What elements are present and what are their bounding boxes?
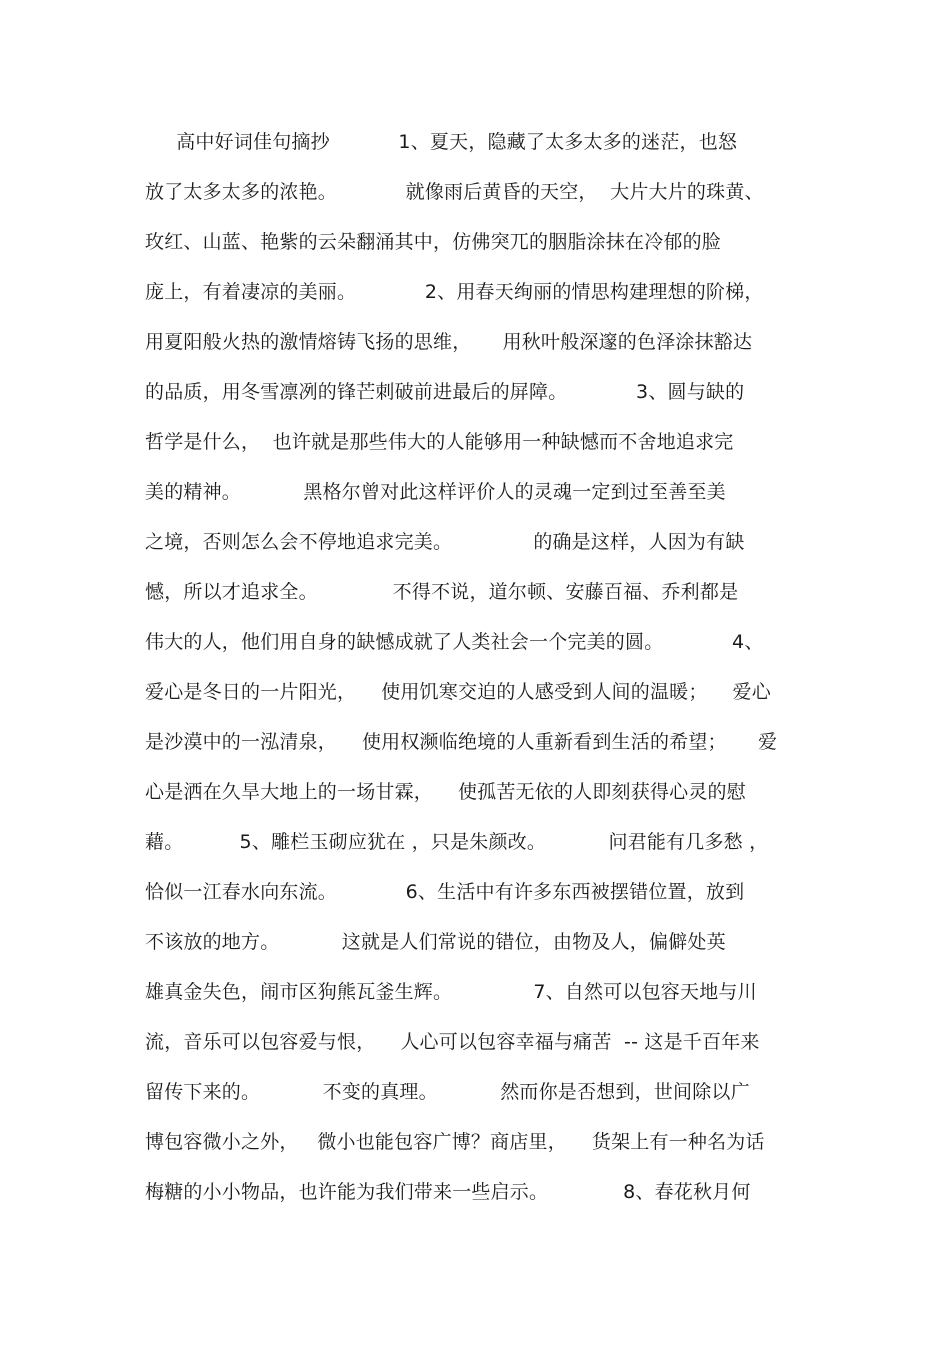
text-line: 博包容微小之外， 微小也能包容广博？商店里， 货架上有一种名为话	[145, 1131, 765, 1153]
text-line: 留传下来的。 不变的真理。 然而你是否想到，世间除以广	[145, 1081, 750, 1103]
text-line: 放了太多太多的浓艳。 就像雨后黄昏的天空， 大片大片的珠黄、	[145, 181, 764, 203]
text-line: 哲学是什么， 也许就是那些伟大的人能够用一种缺憾而不舍地追求完	[145, 431, 734, 453]
text-line: 爱心是冬日的一片阳光， 使用饥寒交迫的人感受到人间的温暖； 爱心	[145, 681, 771, 703]
text-line: 庞上，有着凄凉的美丽。 2、用春天绚丽的情思构建理想的阶梯，	[145, 281, 764, 303]
text-line: 心是洒在久旱大地上的一场甘霖， 使孤苦无依的人即刻获得心灵的慰	[145, 781, 746, 803]
text-line: 梅糖的小小物品，也许能为我们带来一些启示。 8、春花秋月何	[145, 1181, 751, 1203]
text-line: 憾，所以才追求全。 不得不说，道尔顿、安藤百福、乔利都是	[145, 581, 739, 603]
body-text	[145, 117, 815, 1217]
text-line: 美的精神。 黑格尔曾对此这样评价人的灵魂一定到过至善至美	[145, 481, 726, 503]
text-line: 之境，否则怎么会不停地追求完美。 的确是这样，人因为有缺	[145, 531, 745, 553]
text-line: 伟大的人，他们用自身的缺憾成就了人类社会一个完美的圆。 4、	[145, 631, 764, 653]
text-line: 的品质，用冬雪凛冽的锋芒刺破前进最后的屏障。 3、圆与缺的	[145, 381, 745, 403]
text-line: 藉。 5、雕栏玉砌应犹在 ，只是朱颜改。 问君能有几多愁 ，	[145, 831, 769, 853]
text-line: 雄真金失色，闹市区狗熊瓦釜生辉。 7、自然可以包容天地与川	[145, 981, 757, 1003]
text-line: 恰似一江春水向东流。 6、生活中有许多东西被摆错位置，放到	[145, 881, 745, 903]
text-line: 用夏阳般火热的激情熔铸飞扬的思维， 用秋叶般深邃的色泽涂抹豁达	[145, 331, 753, 353]
text-line: 高中好词佳句摘抄 1、夏天，隐藏了太多太多的迷茫，也怒	[145, 131, 738, 153]
text-line: 玫红、山蓝、艳紫的云朵翻涌其中，仿佛突兀的胭脂涂抹在冷郁的脸	[145, 231, 722, 253]
text-line: 流，音乐可以包容爱与恨， 人心可以包容幸福与痛苦 -- 这是千百年来	[145, 1031, 760, 1053]
text-line: 是沙漠中的一泓清泉， 使用权濒临绝境的人重新看到生活的希望； 爱	[145, 731, 778, 753]
text-line: 不该放的地方。 这就是人们常说的错位，由物及人，偏僻处英	[145, 931, 726, 953]
